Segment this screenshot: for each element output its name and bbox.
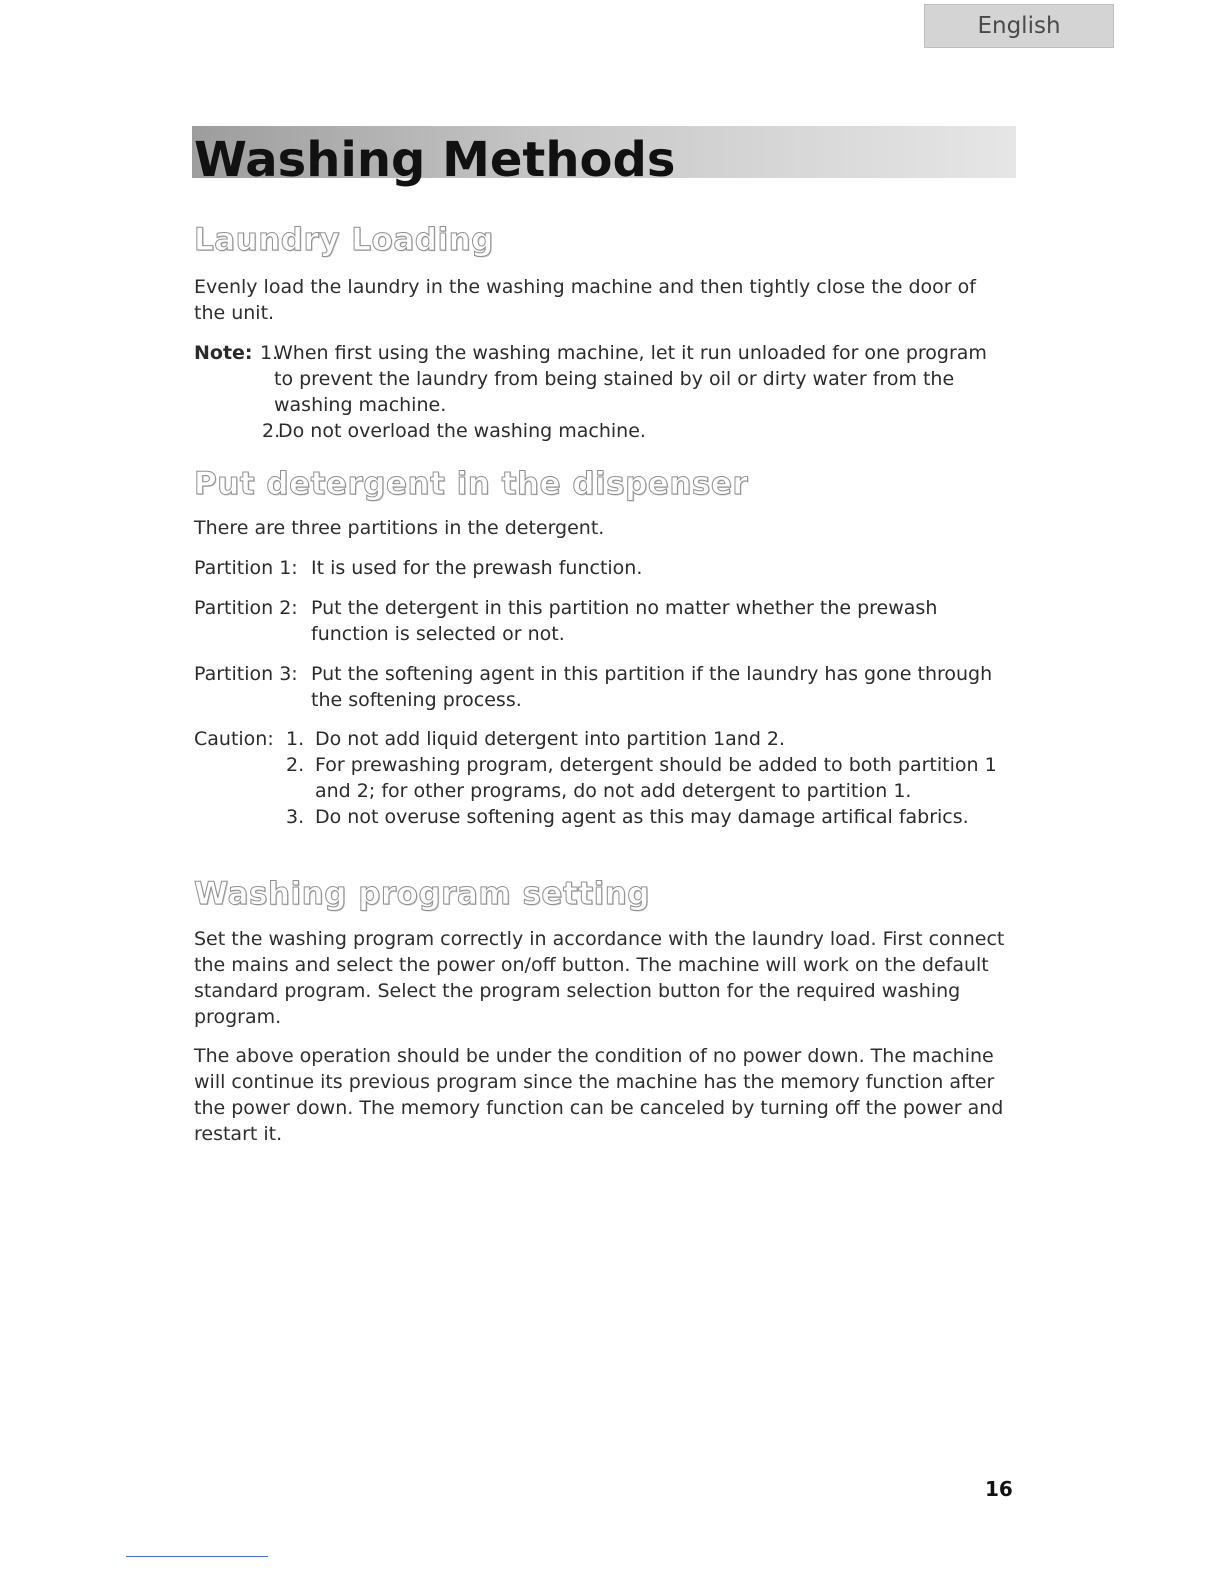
caution-item xyxy=(286,752,1014,804)
caution-text: Do not add liquid detergent into partition 1and 2. xyxy=(315,728,786,750)
page-number: 16 xyxy=(985,1477,1013,1501)
caution-label: Caution: xyxy=(194,728,274,750)
page-title: Washing Methods xyxy=(194,132,676,188)
language-tab xyxy=(924,4,1114,48)
section-heading-detergent: Put detergent in the dispenser xyxy=(194,466,749,502)
note-item-2 xyxy=(262,418,1010,444)
caution-number: 2. xyxy=(286,754,305,776)
partition-text: Put the softening agent in this partition if the laundry has gone through the softening process. xyxy=(311,663,993,711)
caution-item xyxy=(286,804,1014,830)
partition-label: Partition 3: xyxy=(194,663,298,685)
partition-item xyxy=(194,661,1010,713)
caution-number: 1. xyxy=(286,728,305,750)
partition-text: Put the detergent in this partition no matter whether the prewash function is selected or not. xyxy=(311,597,938,645)
program-setting-paragraph-1: Set the washing program correctly in accordance with the laundry load. First connect the mains and select the power on/off button. The machine will work on the default standard program. Select the program selection button for the required washing program. xyxy=(194,928,1005,1028)
section-heading-program-setting: Washing program setting xyxy=(194,876,650,912)
section-heading-laundry-loading: Laundry Loading xyxy=(194,222,494,258)
note-text: When first using the washing machine, let it run unloaded for one program to prevent the laundry from being stained by oil or dirty water from the washing machine. xyxy=(274,342,987,416)
partition-label: Partition 2: xyxy=(194,597,298,619)
footer-rule xyxy=(126,1556,268,1557)
caution-item xyxy=(194,726,1014,752)
partition-item xyxy=(194,555,1010,581)
laundry-loading-paragraph: Evenly load the laundry in the washing machine and then tightly close the door of the unit. xyxy=(194,276,976,324)
language-tab-label: English xyxy=(977,13,1061,39)
note-text: Do not overload the washing machine. xyxy=(278,420,646,442)
partition-item xyxy=(194,595,1010,647)
partition-text: It is used for the prewash function. xyxy=(311,557,643,579)
note-number: 2. xyxy=(262,420,281,442)
program-setting-paragraph-2: The above operation should be under the condition of no power down. The machine will continue its previous program since the machine has the memory function after the power down. The memory function can be canceled by turning off the power and restart it. xyxy=(194,1045,1004,1145)
note-number: 1. xyxy=(260,342,279,364)
note-label: Note: xyxy=(194,342,253,364)
caution-text: Do not overuse softening agent as this may damage artifical fabrics. xyxy=(315,806,969,828)
note-block xyxy=(194,340,1010,444)
detergent-intro: There are three partitions in the detergent. xyxy=(194,517,605,539)
caution-block xyxy=(194,726,1014,830)
caution-text: For prewashing program, detergent should be added to both partition 1 and 2; for other programs, do not add detergent to partition 1. xyxy=(315,754,997,802)
partition-label: Partition 1: xyxy=(194,557,298,579)
caution-number: 3. xyxy=(286,806,305,828)
note-item-1 xyxy=(194,340,1010,418)
